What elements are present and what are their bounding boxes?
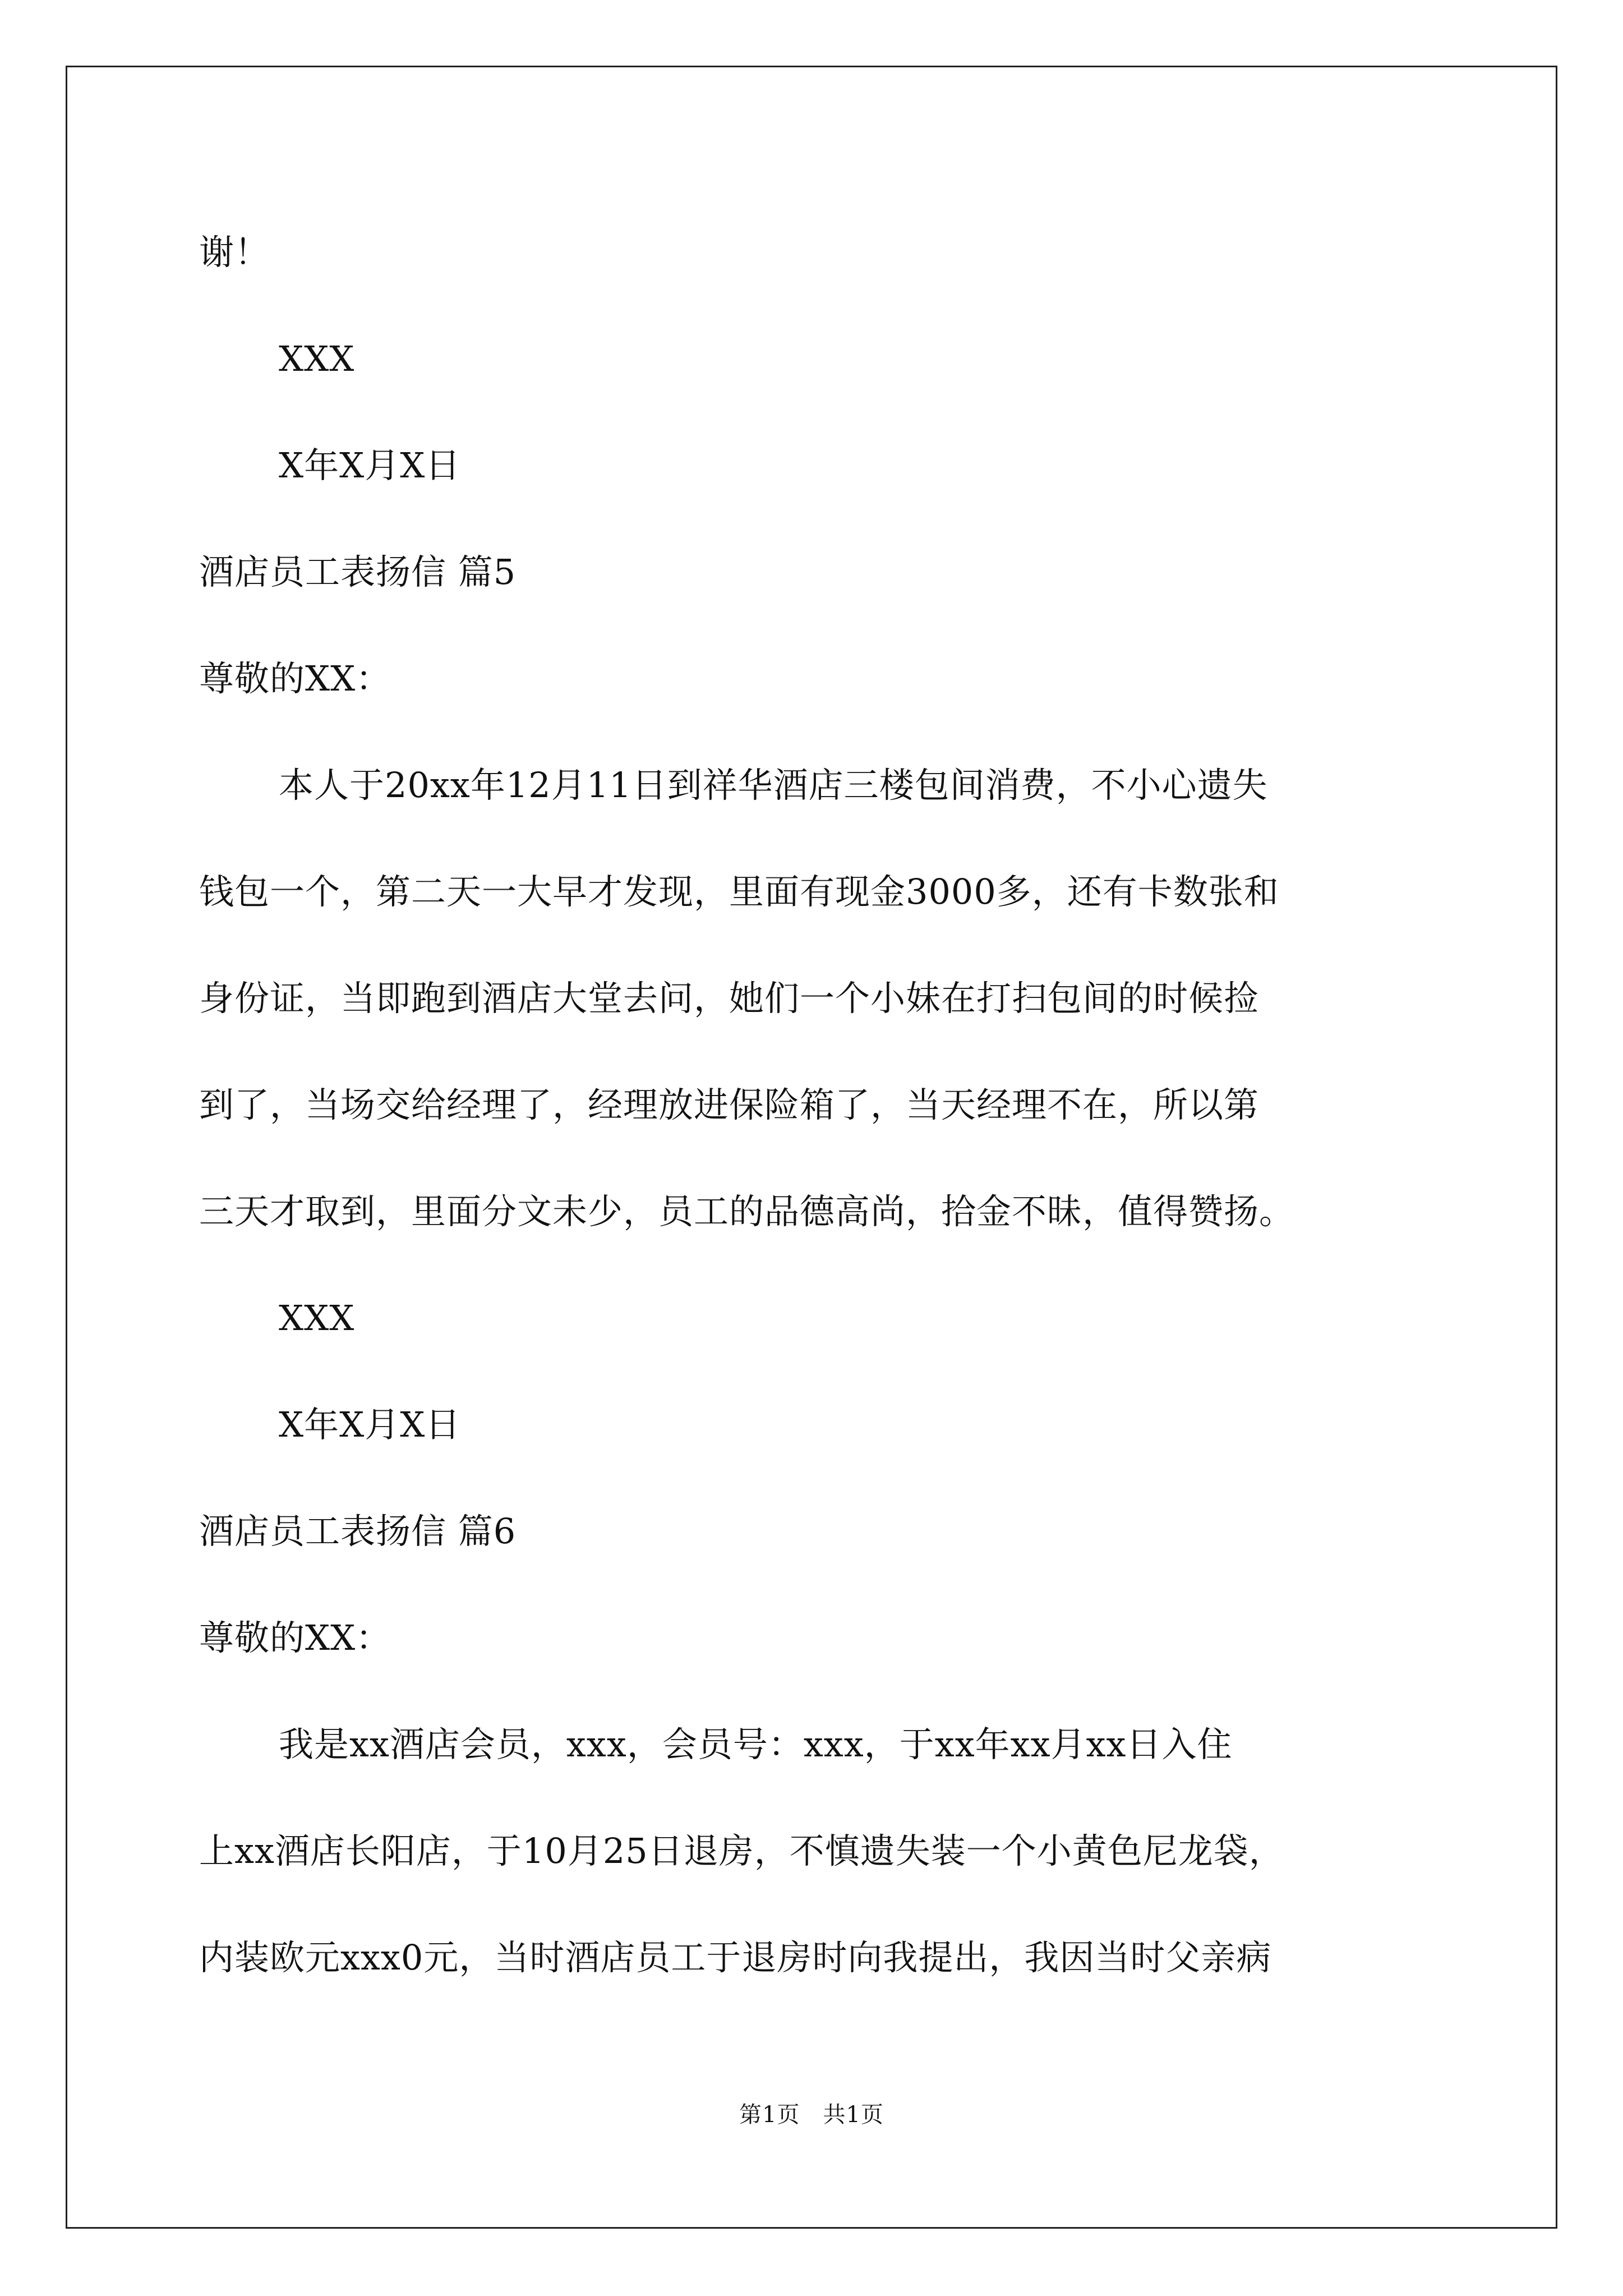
paragraph-line: 到了，当场交给经理了，经理放进保险箱了，当天经理不在，所以第 [199,1084,1260,1125]
paragraph-line: 本人于20xx年12月11日到祥华酒店三楼包间消费，不小心遗失 [279,765,1268,806]
section-heading-6: 酒店员工表扬信 篇6 [199,1511,517,1552]
paragraph-line: 三天才取到，里面分文未少，员工的品德高尚，拾金不昧，值得赞扬。 [199,1191,1295,1232]
paragraph-line: 上xx酒店长阳店，于10月25日退房，不慎遗失装一个小黄色尼龙袋， [199,1830,1284,1871]
page-number-footer: 第1页 共1页 [739,2102,884,2128]
paragraph-line: 我是xx酒店会员，xxx，会员号：xxx，于xx年xx月xx日入住 [279,1724,1233,1765]
paragraph-line: 身份证，当即跑到酒店大堂去问，她们一个小妹在打扫包间的时候捡 [199,978,1260,1019]
letter-closing-thanks: 谢！ [199,232,270,273]
signature-date: X年X月X日 [279,445,461,486]
paragraph-line: 钱包一个，第二天一大早才发现，里面有现金3000多，还有卡数张和 [199,871,1279,912]
page-border [66,66,1557,2229]
salutation: 尊敬的XX： [199,658,391,699]
section-heading-5: 酒店员工表扬信 篇5 [199,551,517,592]
signature-name: XXX [279,1297,355,1338]
paragraph-line: 内装欧元xxx0元，当时酒店员工于退房时向我提出，我因当时父亲病 [199,1937,1272,1978]
salutation: 尊敬的XX： [199,1617,391,1658]
signature-name: XXX [279,338,355,379]
signature-date: X年X月X日 [279,1404,461,1445]
